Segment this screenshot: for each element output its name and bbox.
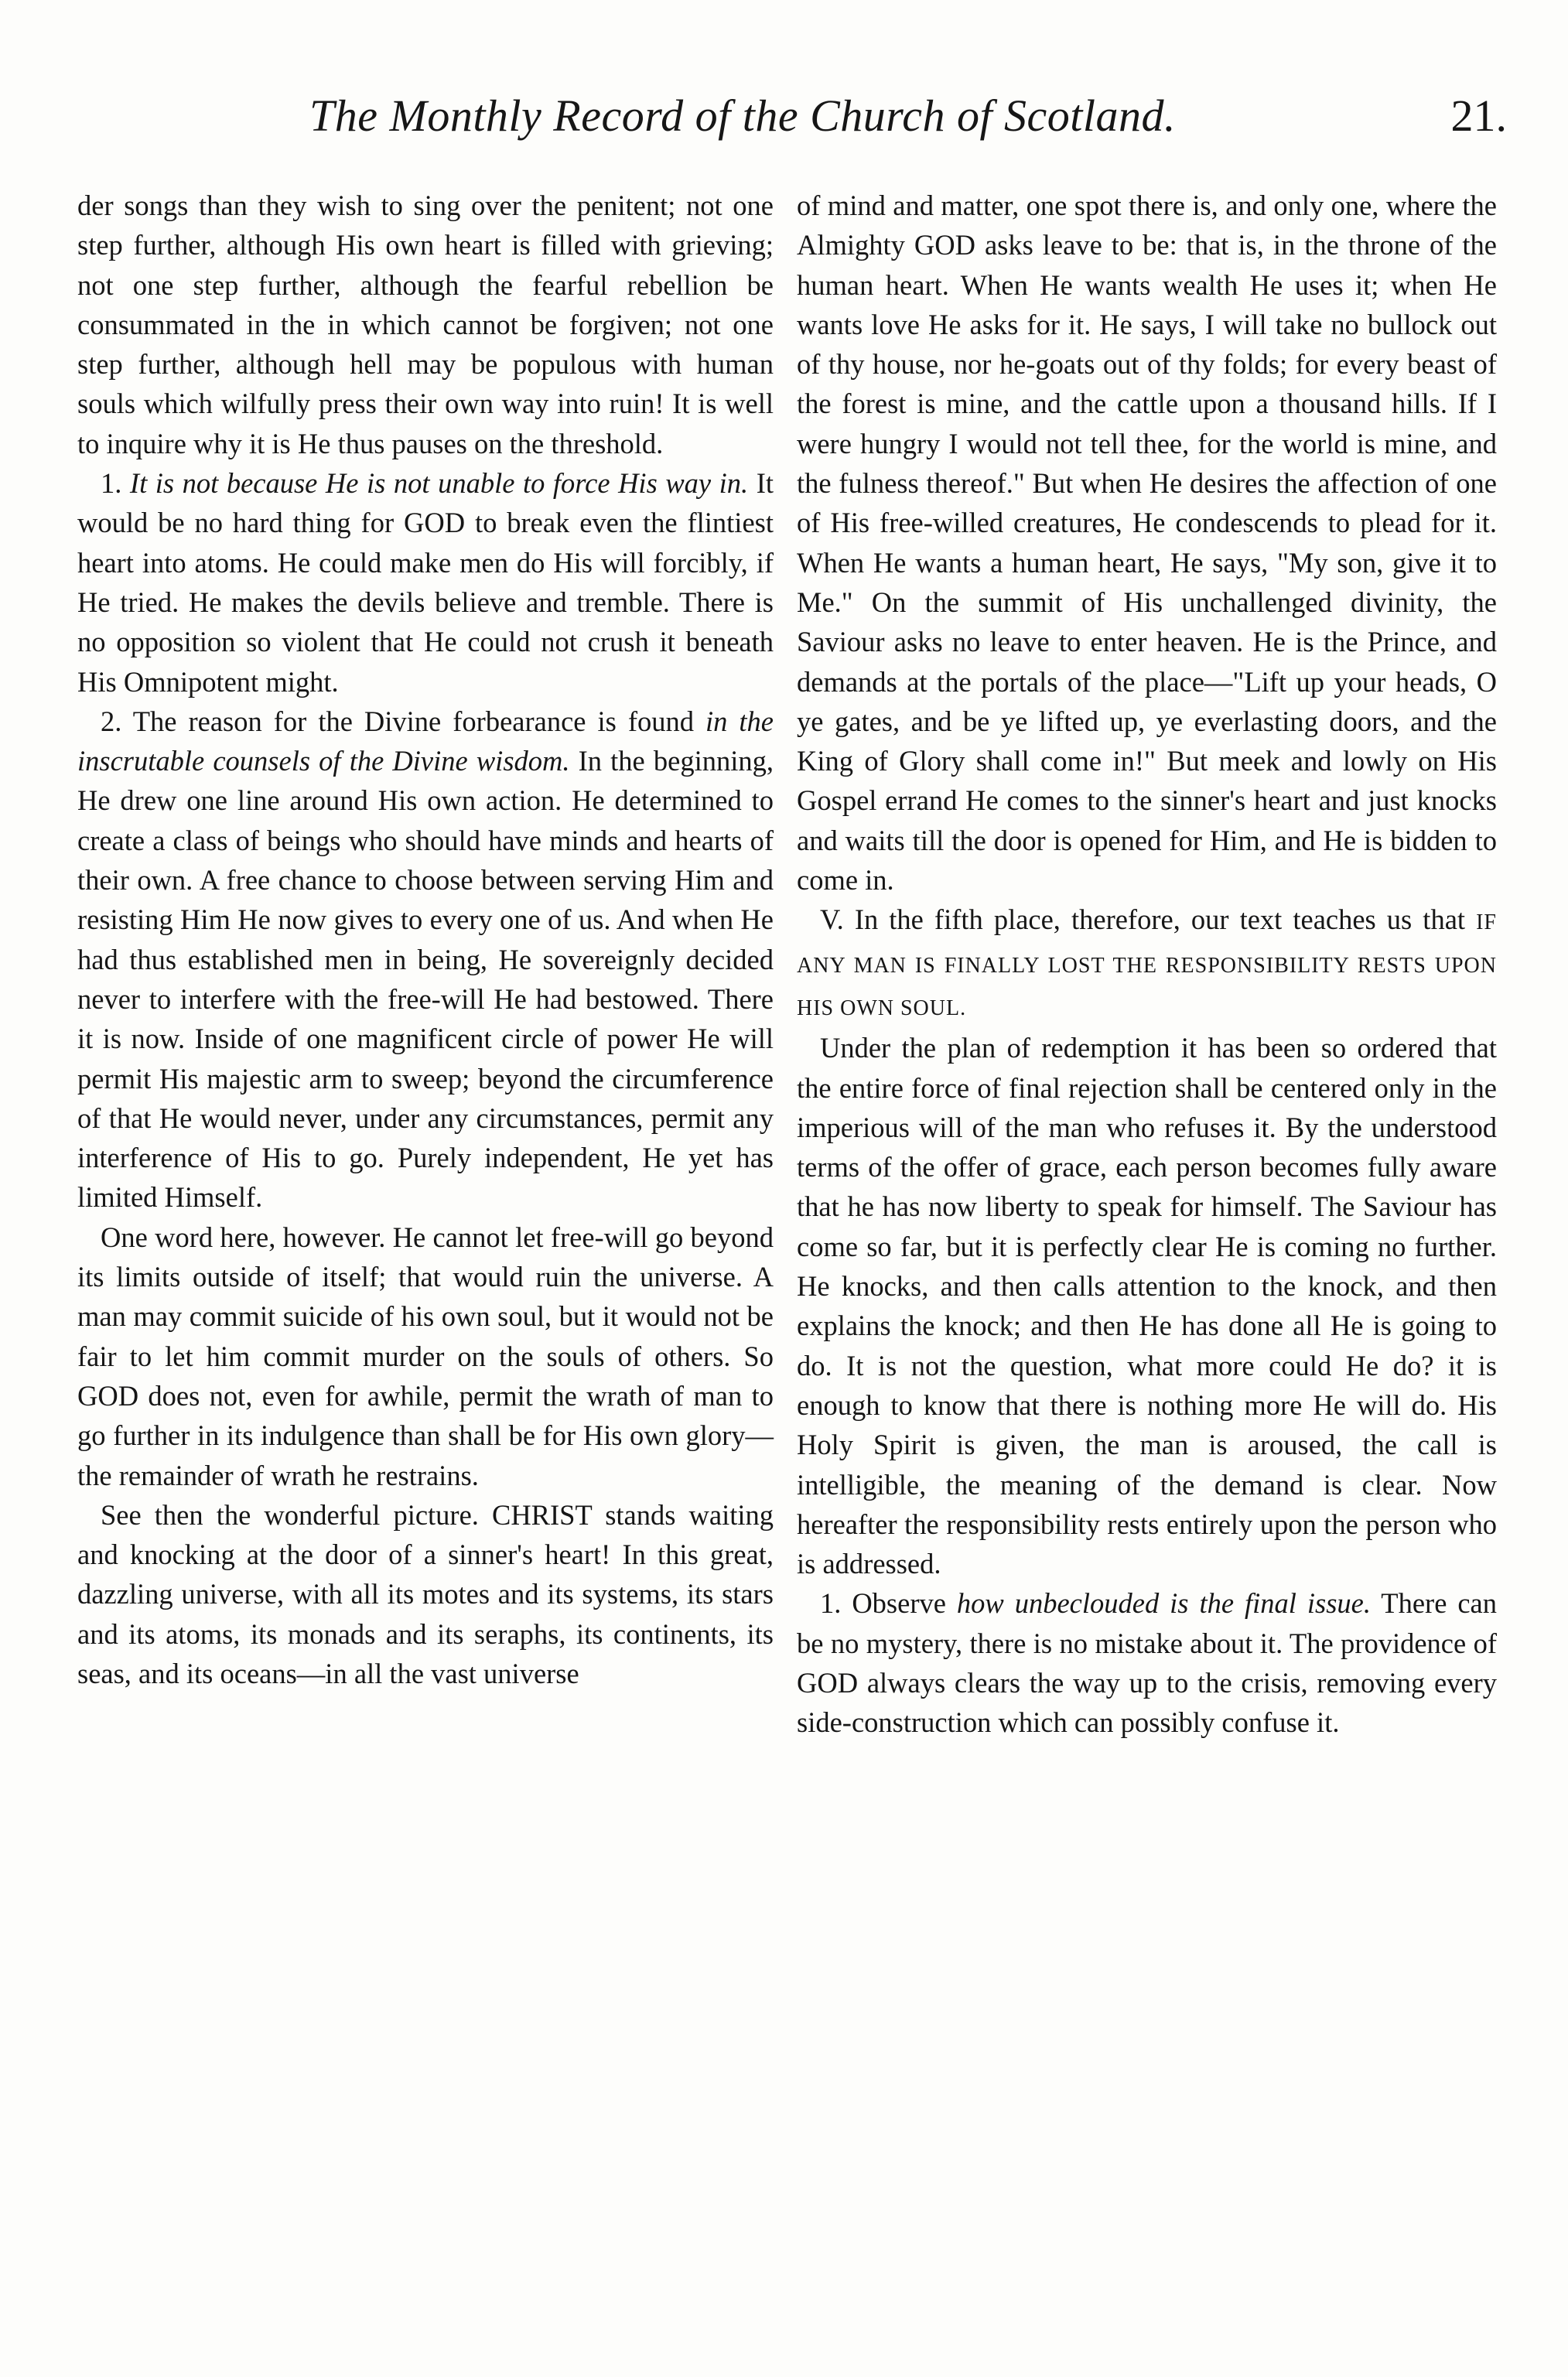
point-heading: It is not because He is not unable to force His way in. [129, 467, 749, 500]
running-title: The Monthly Record of the Church of Scotland. [309, 91, 1177, 141]
right-paragraph-1: of mind and matter, one spot there is, and only one, where the Almighty GOD asks leave to be: that is, in the throne of the human heart. When He wants wealth He uses it; when He wants love He asks for it. He says, I will take no bullock out of thy house, nor he-goats out of thy folds; for every beast of the forest is mine, and the cattle upon a thousand hills. If I were hungry I would not tell thee, for the world is mine, and the fulness thereof." But when He desires the affection of one of His free-willed creatures, He condescends to plead for it. When He wants a human heart, He says, "My son, give it to Me." On the summit of His unchallenged divinity, the Saviour asks no leave to enter heaven. He is the Prince, and demands at the portals of the place—"Lift up your heads, O ye gates, and be ye lifted up, ye everlasting doors, and the King of Glory shall come in!" But meek and lowly on His Gospel errand He comes to the sinner's heart and just knocks and waits till the door is opened for Him, and He is bidden to come in. [797, 190, 1497, 896]
page-number: 21. [1450, 91, 1507, 141]
left-column [77, 186, 774, 1693]
right-column [797, 186, 1497, 1743]
left-paragraph-5: See then the wonderful picture. CHRIST stands waiting and knocking at the door of a sinner's heart! In this great, dazzling universe, with all its motes and its systems, its stars and its atoms, its monads and its seraphs, its continents, its seas, and its oceans—in all the vast universe [77, 1498, 774, 1689]
point-number: 1. [101, 467, 122, 500]
section-heading-caps: IF ANY MAN IS FINALLY LOST THE RESPONSIBILITY RESTS UPON HIS OWN SOUL. [797, 910, 1498, 1020]
left-paragraph-3 [77, 702, 774, 1218]
paragraph-lead: 2. The reason for the Divine forbearance is found [101, 705, 694, 737]
paragraph-text: It would be no hard thing for GOD to break even the flintiest heart into atoms. He could make men do His will forcibly, if He tried. He makes the devils believe and tremble. There is no opposition so violent that He could not crush it beneath His Omnipotent might. [77, 467, 774, 698]
paragraph-text: In the beginning, He drew one line around His own action. He determined to create a class of beings who should have minds and hearts of their own. A free chance to choose between serving Him and resisting Him He now gives to every one of us. And when He had thus established men in being, He sovereignly decided never to interfere with the free-will He had bestowed. There it is now. Inside of one magnificent circle of power He will permit His majestic arm to sweep; beyond the circumference of that He would never, under any circumstances, permit any interference of His to go. Purely independent, He yet has limited Himself. [77, 745, 774, 1214]
left-paragraph-2 [77, 463, 774, 702]
right-paragraph-3: Under the plan of redemption it has been so ordered that the entire force of final rejection shall be centered only in the imperious will of the man who refuses it. By the understood terms of the offer of grace, each person becomes fully aware that he has now liberty to speak for himself. The Saviour has come so far, but it is perfectly clear He is coming no further. He knocks, and then calls attention to the knock, and then explains the knock; and then He has done all He is going to do. It is not the question, what more could He do? it is enough to know that there is nothing more He will do. His Holy Spirit is given, the man is aroused, the call is intelligible, the meaning of the demand is clear. Now hereafter the responsibility rests entirely upon the person who is addressed. [797, 1032, 1497, 1580]
emphasis-text: in the inscrutable counsels of the Divine wisdom. [77, 705, 774, 777]
paragraph-text: There can be no mystery, there is no mistake about it. The providence of GOD always clears the way up to the crisis, removing every side-construction which can possibly confuse it. [797, 1587, 1498, 1739]
right-paragraph-4 [797, 1583, 1497, 1742]
left-paragraph-4: One word here, however. He cannot let free-will go beyond its limits outside of itself; that would ruin the universe. A man may commit suicide of his own soul, but it would not be fair to let him commit murder on the souls of others. So GOD does not, even for awhile, permit the wrath of man to go further in its indulgence than shall be for His own glory—the remainder of wrath he restrains. [77, 1221, 774, 1491]
point-heading: how unbeclouded is the final issue. [956, 1587, 1371, 1620]
paragraph-lead: V. In the fifth place, therefore, our text teaches us that [820, 903, 1466, 936]
page-header [54, 84, 1516, 153]
left-paragraph-1: der songs than they wish to sing over the penitent; not one step further, although His own heart is filled with grieving; not one step further, although the fearful rebellion be consummated in the in which cannot be forgiven; not one step further, although hell may be populous with human souls which wilfully press their own way into ruin! It is well to inquire why it is He thus pauses on the threshold. [77, 190, 774, 459]
right-paragraph-2 [797, 900, 1497, 1028]
paragraph-lead: 1. Observe [820, 1587, 946, 1620]
